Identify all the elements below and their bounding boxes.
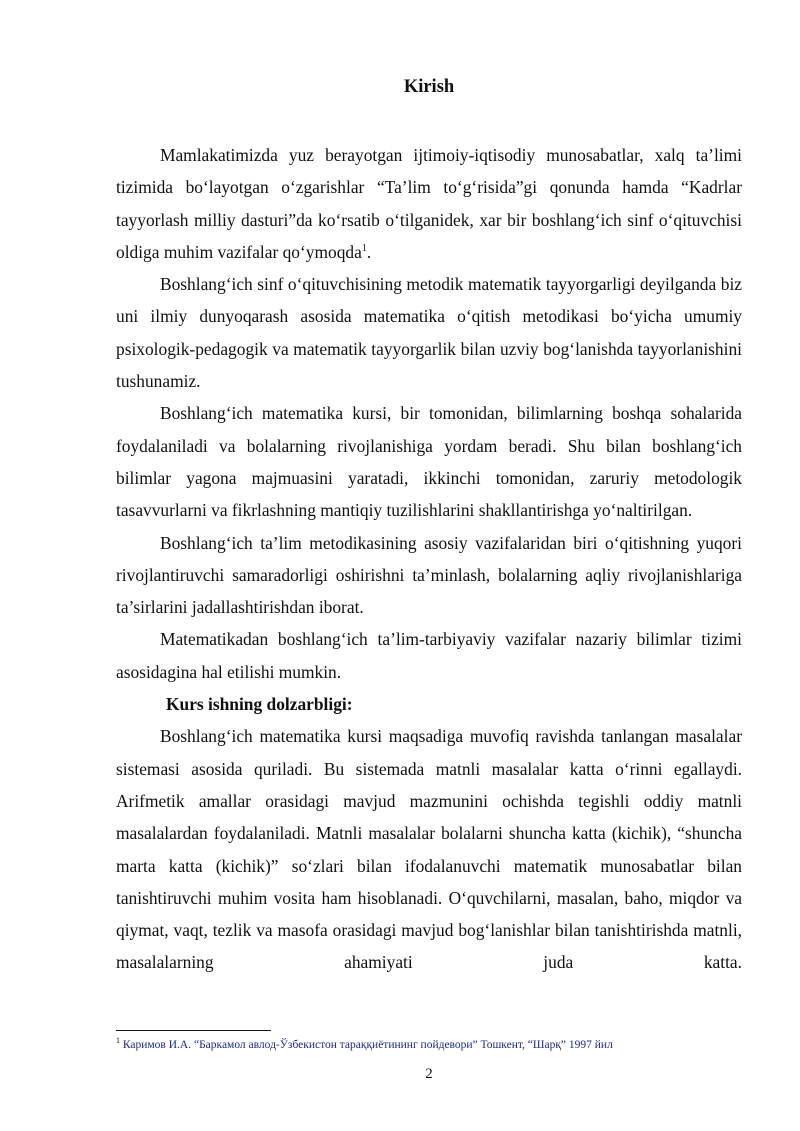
paragraph-text: Mamlakatimizda yuz berayotgan ijtimoiy-iqtisodiy munosabatlar, xalq ta’limi tizimida bo‘layotgan o‘zgarishlar “Ta’lim to‘g‘risida”gi qonunda hamda “Kadrlar tayyorlash milliy dasturi”da ko‘rsatib o‘tilganidek, xar bir boshlang‘ich sinf o‘qituvchisi oldiga muhim vazifalar qo‘ymoqda: [116, 145, 742, 262]
paragraph-intro: [116, 139, 742, 268]
footnote-marker: 1: [116, 1036, 120, 1046]
paragraph-methodology-tasks: Boshlang‘ich ta’lim metodikasining asosiy vazifalaridan biri o‘qitishning yuqori rivojlantiruvchi samaradorligi oshirishni ta’minlash, bolalarning aqliy rivojlanishlariga ta’sirlarini jadallashtirishdan iborat.: [116, 532, 742, 618]
paragraph-teacher-preparation: Boshlang‘ich sinf o‘qituvchisining metodik matematik tayyorgarligi deyilganda biz uni ilmiy dunyoqarash asosida matematika o‘qitish metodikasi bo‘yicha umumiy psixologik-pedagogik va matematik tayyorgarlik bilan uzviy bog‘lanishda tayyorlanishini tushunamiz.: [116, 274, 742, 392]
document-page: [116, 0, 742, 1131]
paragraph-tail: .: [366, 241, 372, 262]
page-number: 2: [425, 1066, 433, 1082]
footnote-text: Каримов И.А. “Баркамол авлод-Ўзбекистон тараққиётининг пойдевори” Тошкент, “Шарқ” 1997 йил: [120, 1039, 613, 1051]
paragraph-course-relevance: Boshlang‘ich matematika kursi maqsadiga muvofiq ravishda tanlangan masalalar sistemasi asosida quriladi. Bu sistemada matnli masalalar katta o‘rinni egallaydi. Arifmetik amallar orasidagi mavjud mazmunini ochishda tegishli oddiy matnli masalalardan foydalaniladi. Matnli masalalar bolalarni shuncha katta (kichik), “shuncha marta katta (kichik)” so‘zlari bilan ifodalanuvchi matematik munosabatlar bilan tanishtiruvchi muhim vosita ham hisoblanadi. O‘quvchilarni, masalan, baho, miqdor va qiymat, vaqt, tezlik va masofa orasidagi mavjud bog‘lanishlar bilan tanishtirishda matnli, masalalarning ahamiyati juda katta.: [116, 726, 742, 973]
paragraph-theory-system: Matematikadan boshlang‘ich ta’lim-tarbiyaviy vazifalar nazariy bilimlar tizimi asosidagina hal etilishi mumkin.: [116, 629, 742, 682]
body-text: [116, 139, 742, 979]
paragraph-math-course: Boshlang‘ich matematika kursi, bir tomonidan, bilimlarning boshqa sohalarida foydalaniladi va bolalarning rivojlanishiga yordam beradi. Shu bilan boshlang‘ich bilimlar yagona majmuasini yaratadi, ikkinchi tomonidan, zaruriy metodologik tasavvurlarni va fikrlashning mantiqiy tuzilishlarini shakllantirishga yo‘naltirilgan.: [116, 403, 742, 521]
section-heading: Kurs ishning dolzarbligi:: [166, 694, 353, 715]
page-title: Kirish: [403, 77, 455, 97]
footnote: [116, 1037, 742, 1053]
footnote-divider: [116, 1030, 271, 1031]
footnote-reference[interactable]: 1: [361, 243, 367, 255]
